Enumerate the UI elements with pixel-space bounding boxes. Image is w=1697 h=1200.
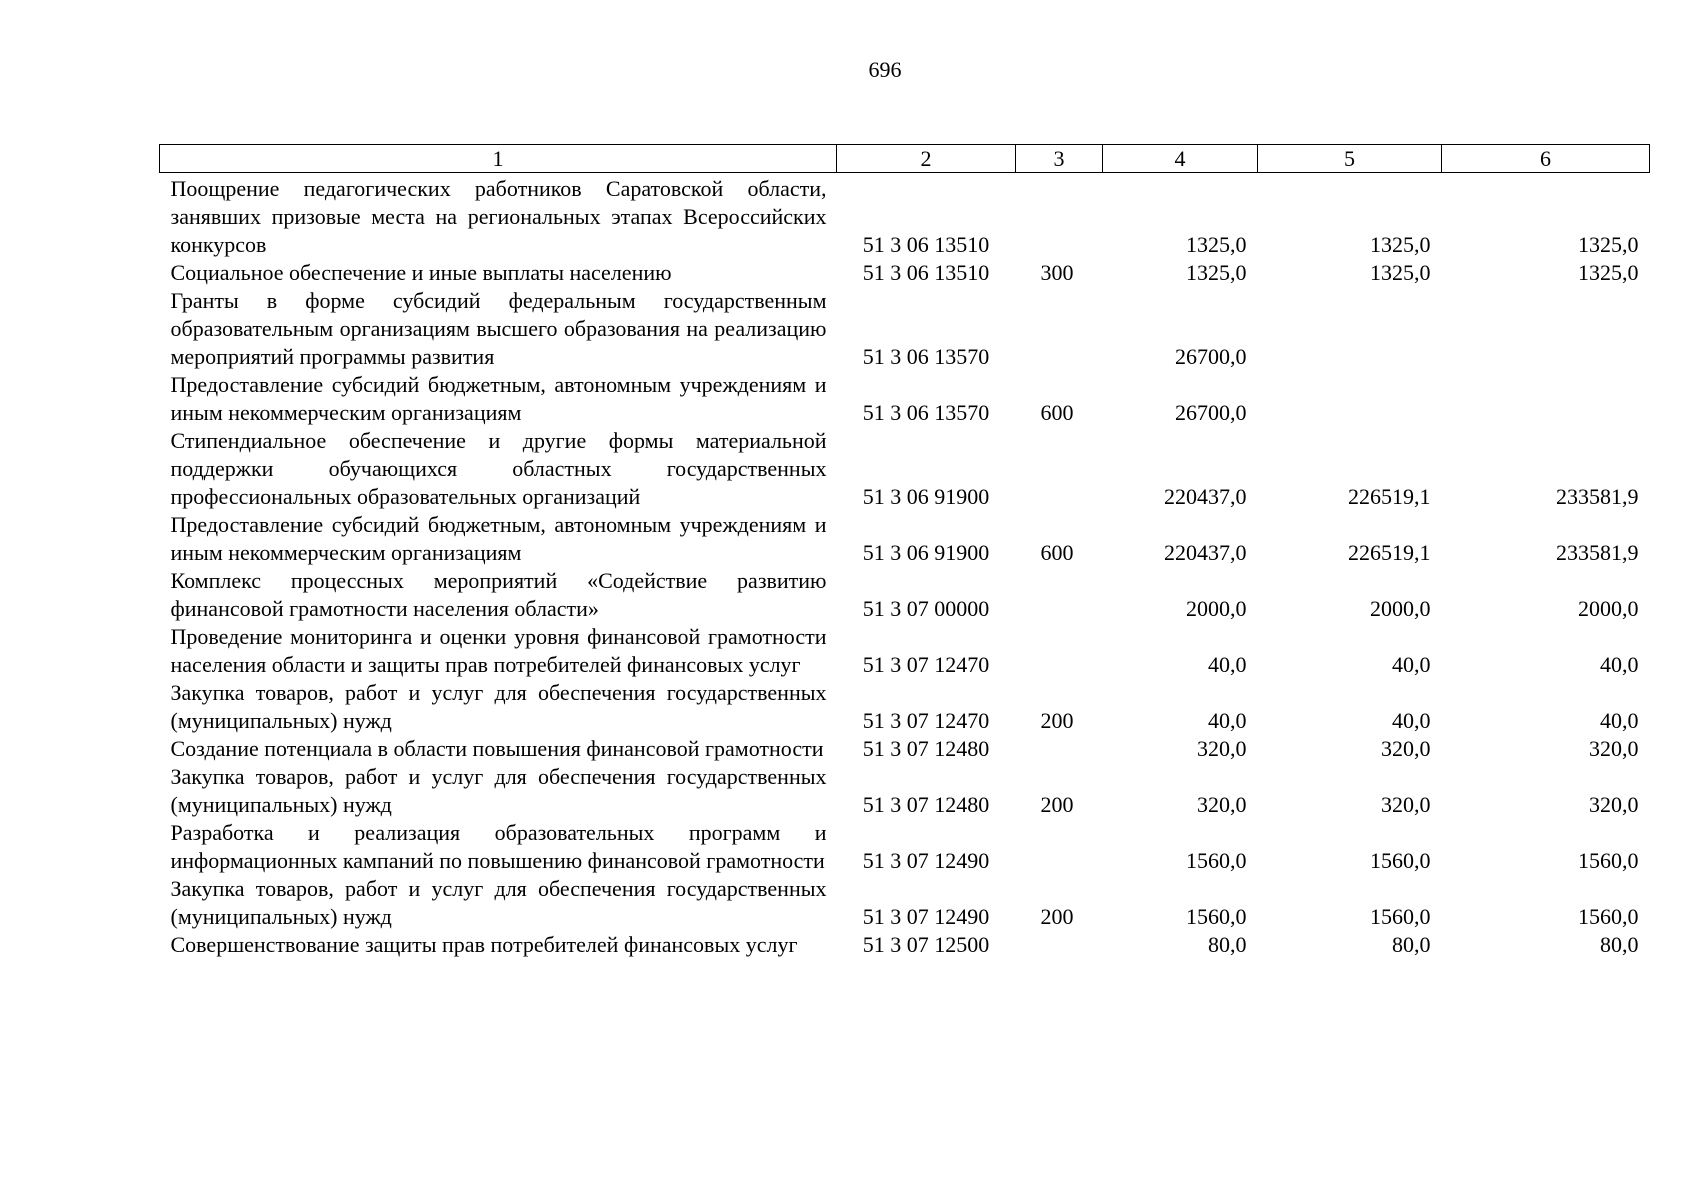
row-expense-type: 600 <box>1040 540 1074 565</box>
row-value-col5: 1560,0 <box>1370 848 1431 873</box>
row-value-col6: 320,0 <box>1589 792 1639 817</box>
row-name: Создание потенциала в области повышения финансовой грамотности <box>170 736 824 761</box>
row-expense-type <box>1016 623 1103 679</box>
row-name: Совершенствование защиты прав потребителей финансовых услуг <box>170 932 798 957</box>
row-value-col5 <box>1258 371 1442 427</box>
row-expense-type: 200 <box>1040 904 1074 929</box>
table-row <box>160 875 1650 931</box>
row-value-col6: 1560,0 <box>1578 848 1639 873</box>
column-header-1: 1 <box>160 145 837 173</box>
row-code: 51 3 07 00000 <box>862 596 990 621</box>
row-value-col4: 220437,0 <box>1164 540 1247 565</box>
row-code: 51 3 07 12490 <box>862 904 990 929</box>
row-code: 51 3 06 13510 <box>862 232 990 257</box>
row-name: Комплекс процессных мероприятий «Содействие развитию финансовой грамотности населения области» <box>170 568 827 621</box>
row-name: Проведение мониторинга и оценки уровня финансовой грамотности населения области и защиты прав потребителей финансовых услуг <box>170 624 827 677</box>
row-name: Закупка товаров, работ и услуг для обеспечения государственных (муниципальных) нужд <box>170 876 827 929</box>
row-value-col4: 2000,0 <box>1186 596 1247 621</box>
row-value-col5: 2000,0 <box>1370 596 1431 621</box>
column-header-2: 2 <box>837 145 1016 173</box>
row-value-col4: 1560,0 <box>1186 848 1247 873</box>
row-value-col6: 1325,0 <box>1578 260 1639 285</box>
row-value-col4: 40,0 <box>1208 652 1247 677</box>
row-value-col4: 26700,0 <box>1175 344 1247 369</box>
column-header-4: 4 <box>1103 145 1258 173</box>
row-code: 51 3 06 91900 <box>862 484 990 509</box>
row-expense-type <box>1016 427 1103 511</box>
row-expense-type: 300 <box>1040 260 1074 285</box>
row-code: 51 3 07 12470 <box>862 652 990 677</box>
row-value-col6 <box>1442 371 1650 427</box>
row-value-col5: 1560,0 <box>1370 904 1431 929</box>
row-value-col4: 220437,0 <box>1164 484 1247 509</box>
table-row <box>160 259 1650 287</box>
table-row <box>160 567 1650 623</box>
row-value-col5 <box>1258 287 1442 371</box>
row-value-col5: 40,0 <box>1392 652 1431 677</box>
table-body <box>160 173 1650 960</box>
row-expense-type <box>1016 819 1103 875</box>
row-value-col4: 80,0 <box>1208 932 1247 957</box>
row-value-col5: 40,0 <box>1392 708 1431 733</box>
row-value-col6: 233581,9 <box>1556 484 1639 509</box>
row-expense-type: 200 <box>1040 792 1074 817</box>
row-expense-type: 600 <box>1040 400 1074 425</box>
row-name: Закупка товаров, работ и услуг для обеспечения государственных (муниципальных) нужд <box>170 680 827 733</box>
row-value-col6: 40,0 <box>1600 652 1639 677</box>
row-name: Закупка товаров, работ и услуг для обеспечения государственных (муниципальных) нужд <box>170 764 827 817</box>
table-row <box>160 427 1650 511</box>
row-expense-type <box>1016 931 1103 959</box>
row-code: 51 3 06 13510 <box>862 260 990 285</box>
row-expense-type <box>1016 173 1103 260</box>
row-name: Гранты в форме субсидий федеральным государственным образовательным организациям высшего образования на реализацию мероприятий программы развития <box>170 288 827 369</box>
table-row <box>160 763 1650 819</box>
row-value-col6: 80,0 <box>1600 932 1639 957</box>
table-row <box>160 623 1650 679</box>
row-code: 51 3 06 13570 <box>862 400 990 425</box>
table-row <box>160 511 1650 567</box>
row-code: 51 3 07 12490 <box>862 848 990 873</box>
row-code: 51 3 07 12470 <box>862 708 990 733</box>
row-value-col4: 1325,0 <box>1186 260 1247 285</box>
row-code: 51 3 07 12500 <box>862 932 990 957</box>
row-code: 51 3 06 91900 <box>862 540 990 565</box>
table-row <box>160 679 1650 735</box>
budget-table <box>159 144 1650 959</box>
row-value-col4: 26700,0 <box>1175 400 1247 425</box>
row-value-col6: 320,0 <box>1589 736 1639 761</box>
column-header-6: 6 <box>1442 145 1650 173</box>
row-name: Разработка и реализация образовательных программ и информационных кампаний по повышению финансовой грамотности <box>170 820 827 873</box>
table-row <box>160 287 1650 371</box>
row-value-col4: 320,0 <box>1197 792 1247 817</box>
row-code: 51 3 07 12480 <box>862 736 990 761</box>
row-value-col6: 40,0 <box>1600 708 1639 733</box>
row-value-col6: 233581,9 <box>1556 540 1639 565</box>
row-value-col5: 320,0 <box>1381 792 1431 817</box>
column-header-5: 5 <box>1258 145 1442 173</box>
row-value-col4: 1560,0 <box>1186 904 1247 929</box>
row-value-col6 <box>1442 287 1650 371</box>
row-name: Стипендиальное обеспечение и другие формы материальной поддержки обучающихся областных государственных профессиональных образовательных организаций <box>170 428 827 509</box>
row-expense-type <box>1016 287 1103 371</box>
column-header-3: 3 <box>1016 145 1103 173</box>
row-value-col6: 2000,0 <box>1578 596 1639 621</box>
row-value-col4: 40,0 <box>1208 708 1247 733</box>
row-expense-type: 200 <box>1040 708 1074 733</box>
row-value-col5: 320,0 <box>1381 736 1431 761</box>
row-value-col6: 1560,0 <box>1578 904 1639 929</box>
table-row <box>160 819 1650 875</box>
page-number: 696 <box>868 57 902 82</box>
row-value-col4: 1325,0 <box>1186 232 1247 257</box>
header-row <box>160 145 1650 173</box>
row-value-col5: 1325,0 <box>1370 260 1431 285</box>
row-value-col5: 1325,0 <box>1370 232 1431 257</box>
table-row <box>160 371 1650 427</box>
row-value-col4: 320,0 <box>1197 736 1247 761</box>
row-code: 51 3 06 13570 <box>862 344 990 369</box>
row-value-col5: 226519,1 <box>1348 484 1431 509</box>
row-name: Предоставление субсидий бюджетным, автономным учреждениям и иным некоммерческим организациям <box>170 372 827 425</box>
row-code: 51 3 07 12480 <box>862 792 990 817</box>
table-header <box>160 145 1650 173</box>
row-value-col5: 226519,1 <box>1348 540 1431 565</box>
row-name: Социальное обеспечение и иные выплаты населению <box>170 260 672 285</box>
row-name: Поощрение педагогических работников Саратовской области, занявших призовые места на региональных этапах Всероссийских конкурсов <box>170 176 827 257</box>
row-value-col6: 1325,0 <box>1578 232 1639 257</box>
row-name: Предоставление субсидий бюджетным, автономным учреждениям и иным некоммерческим организациям <box>170 512 827 565</box>
row-expense-type <box>1016 567 1103 623</box>
row-value-col5: 80,0 <box>1392 932 1431 957</box>
row-expense-type <box>1016 735 1103 763</box>
table-row <box>160 735 1650 763</box>
table-row <box>160 173 1650 260</box>
table-row <box>160 931 1650 959</box>
